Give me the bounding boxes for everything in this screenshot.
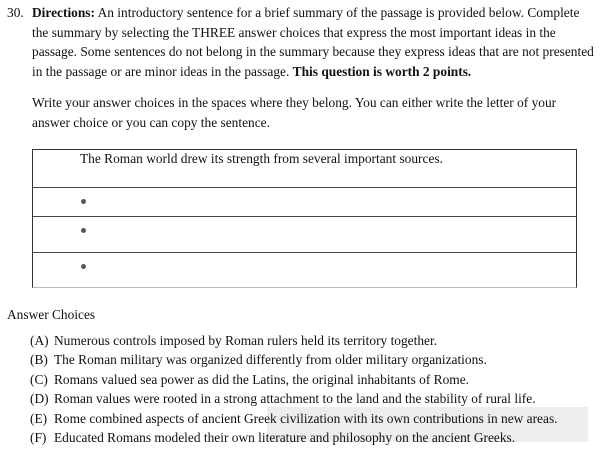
points-note: This question is worth 2 points. bbox=[292, 63, 472, 79]
answer-slot-3[interactable] bbox=[33, 252, 576, 287]
directions-text: An introductory sentence for a brief summary of the passage is provided below. Complete the summary by selecting the THREE answer choices that express the most important ideas in the passage. Some sentences do not belong in the summary because they express ideas that are not presented in the passage or are minor ideas in the passage. bbox=[32, 5, 594, 79]
summary-intro: The Roman world drew its strength from several important sources. bbox=[80, 151, 443, 166]
choice-e[interactable]: (E) Rome combined aspects of ancient Greek civilization with its own contributions in new areas. bbox=[30, 410, 558, 426]
answer-slot-1[interactable] bbox=[33, 187, 576, 216]
choice-f[interactable]: (F) Educated Romans modeled their own literature and philosophy on the ancient Greeks. bbox=[30, 429, 516, 445]
choice-c[interactable]: (C) Romans valued sea power as did the Latins, the original inhabitants of Rome. bbox=[30, 371, 470, 387]
summary-intro-row bbox=[33, 150, 576, 187]
bullet-icon bbox=[81, 228, 86, 233]
choice-a[interactable]: (A) Numerous controls imposed by Roman rulers held its territory together. bbox=[30, 333, 438, 348]
instruction: Write your answer choices in the spaces where they belong. You can either write the letter of your answer choice or you can copy the sentence. bbox=[32, 95, 557, 130]
directions bbox=[32, 3, 597, 81]
answer-slot-2[interactable] bbox=[33, 216, 576, 252]
bullet-icon bbox=[81, 199, 86, 204]
choice-d[interactable]: (D) Roman values were rooted in a strong attachment to the land and the stability of rural life. bbox=[30, 391, 536, 407]
answer-choices-list bbox=[30, 331, 558, 447]
bullet-icon bbox=[81, 264, 86, 269]
summary-table bbox=[32, 149, 577, 288]
answer-choices-heading: Answer Choices bbox=[7, 307, 96, 322]
directions-label: Directions: bbox=[32, 5, 95, 20]
question-number: 30. bbox=[7, 5, 24, 20]
choice-b[interactable]: (B) The Roman military was organized differently from older military organizations. bbox=[30, 352, 487, 368]
